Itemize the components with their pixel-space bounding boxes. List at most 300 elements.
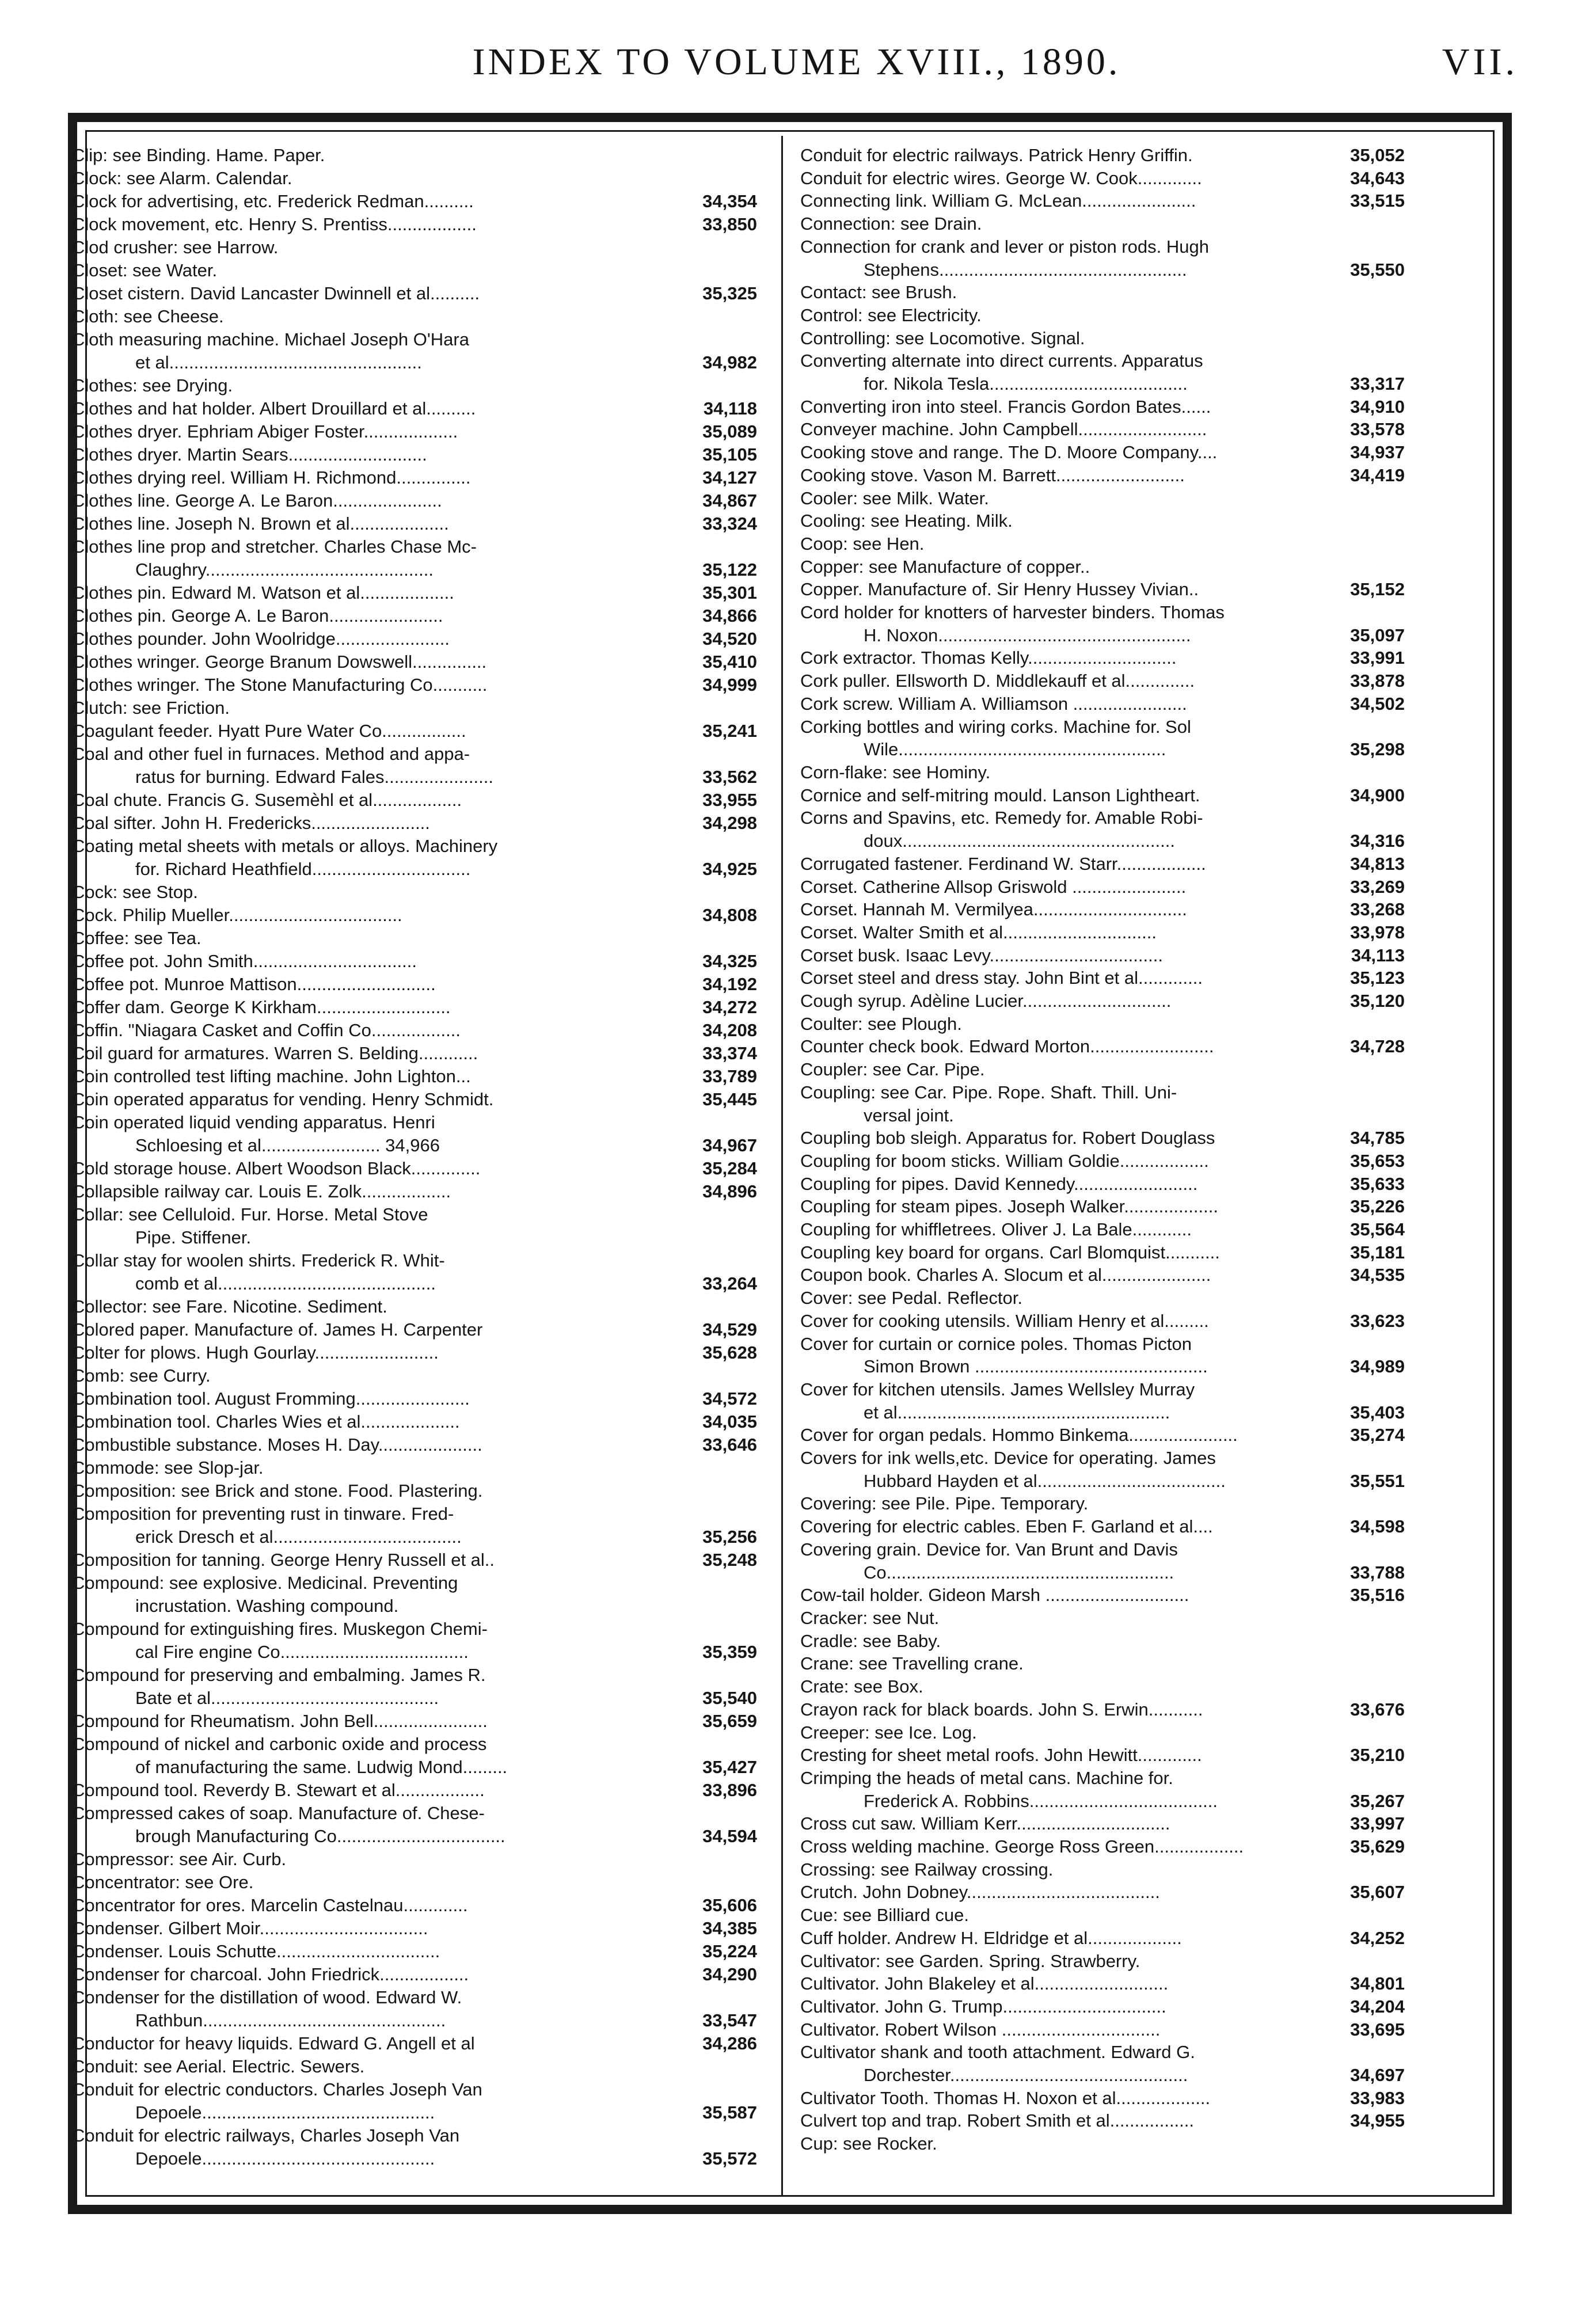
index-entry — [800, 1927, 1405, 1950]
patent-number: 35,633 — [1350, 1173, 1405, 1194]
index-entry-text: Cork puller. Ellsworth D. Middlekauff et al.............. — [800, 671, 1195, 691]
index-entry-text: doux....................................................... — [864, 831, 1175, 851]
index-entry — [72, 1825, 757, 1848]
index-entry-text: Combination tool. August Fromming....................... — [72, 1389, 470, 1409]
index-entry-text: of manufacturing the same. Ludwig Mond......... — [135, 1757, 508, 1777]
index-entry — [72, 2078, 757, 2101]
index-entry — [800, 1447, 1405, 1470]
index-entry-text: Coupon book. Charles A. Slocum et al...................... — [800, 1265, 1211, 1285]
index-entry-text: Dorchester................................................ — [864, 2065, 1188, 2086]
patent-number: 34,325 — [702, 951, 757, 971]
index-entry-text: Control: see Electricity. — [800, 305, 982, 325]
patent-number: 33,515 — [1350, 191, 1405, 211]
index-entry — [800, 304, 1405, 327]
patent-number: 34,298 — [702, 813, 757, 833]
index-entry-text: Clothes: see Drying. — [72, 375, 233, 395]
index-entry — [800, 1150, 1405, 1173]
index-entry — [72, 1157, 757, 1180]
index-entry — [800, 1561, 1405, 1584]
index-entry — [72, 1664, 757, 1687]
index-entry-text: Covering grain. Device for. Van Brunt and Davis — [800, 1539, 1178, 1560]
index-entry-text: Converting iron into steel. Francis Gordon Bates...... — [800, 396, 1211, 417]
index-entry-text: Compound tool. Reverdy B. Stewart et al.................. — [72, 1780, 485, 1800]
patent-number: 35,224 — [702, 1941, 757, 1961]
page-title: INDEX TO VOLUME XVIII., 1890. — [472, 41, 1121, 83]
index-entry — [800, 784, 1405, 807]
index-entry — [800, 1355, 1405, 1378]
patent-number: 33,324 — [702, 514, 757, 534]
patent-number: 35,120 — [1350, 991, 1405, 1011]
index-entry-text: Clothes pounder. John Woolridge....................... — [72, 629, 450, 649]
index-entry-text: Colter for plows. Hugh Gourlay......................... — [72, 1342, 439, 1363]
patent-number: 35,587 — [702, 2102, 757, 2123]
patent-number: 33,374 — [702, 1043, 757, 1063]
index-entry — [72, 789, 757, 812]
index-entry — [72, 1595, 757, 1618]
index-entry — [72, 236, 757, 259]
index-entry — [800, 1127, 1405, 1150]
patent-number: 34,937 — [1350, 442, 1405, 463]
patent-number: 35,122 — [702, 560, 757, 580]
index-entry-text: Cooler: see Milk. Water. — [800, 488, 989, 508]
index-entry — [72, 420, 757, 443]
index-entry-text: Corset busk. Isaac Levy................................... — [800, 945, 1163, 965]
index-entry — [800, 1904, 1405, 1927]
index-entry — [800, 372, 1405, 395]
index-entry-text: Cup: see Rocker. — [800, 2133, 937, 2154]
index-entry-text: Clothes line. Joseph N. Brown et al.................... — [72, 514, 449, 534]
patent-number: 33,850 — [702, 214, 757, 234]
patent-number: 34,598 — [1350, 1516, 1405, 1537]
patent-number: 35,274 — [1350, 1425, 1405, 1446]
index-entry — [72, 1249, 757, 1272]
index-entry — [800, 1835, 1405, 1858]
index-entry — [72, 1986, 757, 2009]
index-entry — [72, 282, 757, 305]
index-entry-text: Clothes and hat holder. Albert Drouillard et al.......... — [72, 398, 476, 419]
patent-number: 33,878 — [1350, 671, 1405, 691]
index-entry — [72, 1387, 757, 1410]
index-entry-text: Crossing: see Railway crossing. — [800, 1859, 1054, 1880]
patent-number: 34,896 — [702, 1181, 757, 1201]
index-entry-text: Coupling: see Car. Pipe. Rope. Shaft. Thill. Uni- — [800, 1082, 1177, 1102]
index-entry — [72, 512, 757, 535]
patent-number: 34,594 — [702, 1826, 757, 1846]
patent-number: 33,578 — [1350, 419, 1405, 440]
index-entry — [800, 1378, 1405, 1401]
index-entry — [72, 1756, 757, 1779]
index-entry-text: Coupling for steam pipes. Joseph Walker................... — [800, 1196, 1218, 1217]
index-entry-text: Counter check book. Edward Morton......................... — [800, 1036, 1214, 1057]
index-entry-text: Corset steel and dress stay. John Bint et al............. — [800, 968, 1203, 988]
patent-number: 34,354 — [702, 191, 757, 211]
patent-number: 33,991 — [1350, 648, 1405, 668]
index-entry — [72, 1779, 757, 1802]
patent-number: 34,290 — [702, 1964, 757, 1984]
index-entry — [72, 2009, 757, 2032]
patent-number: 34,192 — [702, 974, 757, 994]
patent-number: 33,695 — [1350, 2019, 1405, 2040]
index-entry-text: Composition for preventing rust in tinware. Fred- — [72, 1504, 454, 1524]
index-entry — [72, 2147, 757, 2170]
index-entry-text: comb et al............................................ — [135, 1273, 436, 1294]
index-entry-text: Crimping the heads of metal cans. Machine for. — [800, 1767, 1173, 1788]
index-entry — [800, 418, 1405, 441]
index-entry — [72, 1134, 757, 1157]
index-entry-text: Cold storage house. Albert Woodson Black.............. — [72, 1158, 481, 1178]
index-entry-text: Clothes pin. Edward M. Watson et al................... — [72, 583, 454, 603]
index-entry-text: Clod crusher: see Harrow. — [72, 237, 279, 257]
patent-number: 34,808 — [702, 905, 757, 925]
index-entry-text: Coal chute. Francis G. Susemèhl et al.................. — [72, 790, 462, 810]
index-entry-text: Cultivator: see Garden. Spring. Strawberry. — [800, 1950, 1140, 1971]
index-entry — [800, 1607, 1405, 1630]
index-entry-text: Coupler: see Car. Pipe. — [800, 1059, 985, 1080]
patent-number: 35,181 — [1350, 1242, 1405, 1262]
index-entry — [72, 904, 757, 927]
patent-number: 34,728 — [1350, 1036, 1405, 1057]
index-entry — [72, 927, 757, 950]
index-entry-text: Cow-tail holder. Gideon Marsh ............................. — [800, 1585, 1189, 1606]
patent-number: 34,572 — [702, 1389, 757, 1409]
index-entry — [800, 1310, 1405, 1333]
index-entry — [800, 1767, 1405, 1790]
index-entry-text: Corrugated fastener. Ferdinand W. Starr.................. — [800, 853, 1206, 874]
index-entry — [72, 1894, 757, 1917]
patent-number: 33,896 — [702, 1780, 757, 1800]
index-entry-text: Cultivator Tooth. Thomas H. Noxon et al................... — [800, 2087, 1211, 2108]
index-entry-text: Coal and other fuel in furnaces. Method and appa- — [72, 744, 470, 764]
index-entry — [800, 1812, 1405, 1835]
index-entry-text: Composition for tanning. George Henry Russell et al.. — [72, 1550, 495, 1570]
index-entry-text: Stephens.................................................. — [864, 259, 1187, 280]
index-entry — [72, 1572, 757, 1595]
index-entry — [800, 1790, 1405, 1813]
index-entry — [72, 2055, 757, 2078]
patent-number: 33,676 — [1350, 1699, 1405, 1720]
index-entry-text: Coffin. "Niagara Casket and Coffin Co.................. — [72, 1020, 461, 1040]
patent-number: 35,298 — [1350, 739, 1405, 760]
patent-number: 34,801 — [1350, 1973, 1405, 1994]
patent-number: 35,052 — [1350, 145, 1405, 165]
index-entry — [800, 693, 1405, 716]
index-entry — [800, 258, 1405, 282]
index-entry-text: Cock. Philip Mueller................................... — [72, 905, 402, 925]
patent-number: 34,866 — [702, 606, 757, 626]
patent-number: 35,551 — [1350, 1470, 1405, 1491]
index-entry — [72, 1065, 757, 1088]
patent-number: 34,989 — [1350, 1356, 1405, 1377]
index-entry-text: Claughry.............................................. — [135, 560, 434, 580]
index-entry — [72, 1456, 757, 1479]
index-entry — [800, 1881, 1405, 1904]
index-entry-text: Corns and Spavins, etc. Remedy for. Amable Robi- — [800, 808, 1203, 828]
patent-number: 35,516 — [1350, 1585, 1405, 1606]
index-entry — [800, 349, 1405, 372]
patent-number: 34,272 — [702, 997, 757, 1017]
index-entry — [72, 1019, 757, 1042]
patent-number: 33,547 — [702, 2010, 757, 2030]
index-entry — [72, 1295, 757, 1318]
patent-number: 35,629 — [1350, 1836, 1405, 1857]
index-entry — [72, 2101, 757, 2124]
patent-number: 35,572 — [702, 2148, 757, 2169]
index-entry-text: Corset. Walter Smith et al............................... — [800, 922, 1157, 942]
index-entry-text: Collar stay for woolen shirts. Frederick R. Whit- — [72, 1250, 445, 1271]
patent-number: 35,226 — [1350, 1196, 1405, 1217]
index-entry-text: Conduit: see Aerial. Electric. Sewers. — [72, 2056, 365, 2076]
index-entry-text: Commode: see Slop-jar. — [72, 1458, 264, 1478]
patent-number: 35,607 — [1350, 1882, 1405, 1903]
index-entry — [72, 1526, 757, 1549]
patent-number: 34,535 — [1350, 1265, 1405, 1285]
index-entry — [800, 1950, 1405, 1973]
patent-number: 33,997 — [1350, 1813, 1405, 1834]
index-entry-text: Hubbard Hayden et al...................................... — [864, 1470, 1226, 1491]
index-entry — [800, 2087, 1405, 2110]
index-entry-text: Corn-flake: see Hominy. — [800, 762, 991, 782]
patent-number: 33,317 — [1350, 374, 1405, 394]
index-entry-text: Cuff holder. Andrew H. Eldridge et al................... — [800, 1927, 1182, 1948]
index-entry — [800, 464, 1405, 487]
index-entry — [800, 578, 1405, 601]
index-entry-text: Coin operated liquid vending apparatus. Henri — [72, 1112, 435, 1132]
index-entry-text: Clock movement, etc. Henry S. Prentiss.................. — [72, 214, 477, 234]
index-entry-text: Clothes line prop and stretcher. Charles Chase Mc- — [72, 537, 477, 557]
index-entry-text: Cross welding machine. George Ross Green.................. — [800, 1836, 1244, 1857]
index-entry — [800, 1858, 1405, 1881]
patent-number: 35,267 — [1350, 1790, 1405, 1811]
index-entry — [800, 624, 1405, 647]
patent-number: 34,286 — [702, 2033, 757, 2053]
index-entry — [800, 144, 1405, 167]
index-entry — [72, 466, 757, 489]
index-entry-text: Crayon rack for black boards. John S. Erwin........... — [800, 1699, 1203, 1720]
patent-number: 35,410 — [702, 652, 757, 672]
index-entry-text: Cover: see Pedal. Reflector. — [800, 1288, 1022, 1309]
index-entry — [72, 1503, 757, 1526]
patent-number: 34,118 — [703, 398, 757, 419]
index-entry-text: Coal sifter. John H. Fredericks........................ — [72, 813, 430, 833]
patent-number: 34,982 — [702, 352, 757, 372]
index-entry — [72, 374, 757, 397]
index-entry-text: Cloth: see Cheese. — [72, 306, 224, 326]
index-entry-text: Collector: see Fare. Nicotine. Sediment. — [72, 1296, 387, 1317]
index-entry-text: Coupling bob sleigh. Apparatus for. Robert Douglass — [800, 1128, 1215, 1148]
index-entry-text: Collar: see Celluloid. Fur. Horse. Metal Stove — [72, 1204, 428, 1224]
index-entry-text: Condenser for the distillation of wood. Edward W. — [72, 1987, 462, 2007]
index-entry-text: Clock for advertising, etc. Frederick Redman.......... — [72, 191, 474, 211]
index-entry — [800, 830, 1405, 853]
patent-number: 35,089 — [702, 421, 757, 442]
index-entry — [72, 1618, 757, 1641]
index-entry — [800, 601, 1405, 624]
patent-number: 34,967 — [702, 1135, 757, 1155]
index-entry-text: Clothes dryer. Ephriam Abiger Foster................... — [72, 421, 458, 442]
index-entry-text: Coating metal sheets with metals or alloys. Machinery — [72, 836, 498, 856]
patent-number: 34,910 — [1350, 396, 1405, 417]
index-entry-text: Clock: see Alarm. Calendar. — [72, 168, 292, 188]
patent-number: 34,813 — [1350, 853, 1405, 874]
patent-number: 35,427 — [702, 1757, 757, 1777]
index-entry — [72, 2124, 757, 2147]
index-entry — [72, 397, 757, 420]
index-entry-text: Cork screw. William A. Williamson ....................... — [800, 693, 1187, 714]
index-entry — [72, 627, 757, 651]
index-entry — [800, 1058, 1405, 1081]
patent-number: 33,269 — [1350, 876, 1405, 897]
patent-number: 33,623 — [1350, 1310, 1405, 1331]
index-entry-text: Converting alternate into direct currents. Apparatus — [800, 351, 1203, 371]
patent-number: 34,785 — [1350, 1128, 1405, 1148]
index-entry — [800, 1241, 1405, 1264]
index-entry — [800, 1675, 1405, 1698]
index-entry — [72, 1549, 757, 1572]
index-entry — [72, 1042, 757, 1065]
patent-number: 33,788 — [1350, 1562, 1405, 1583]
index-entry — [800, 1584, 1405, 1607]
index-entry-text: Crane: see Travelling crane. — [800, 1653, 1024, 1674]
index-entry-text: erick Dresch et al...................................... — [135, 1527, 462, 1547]
patent-number: 34,643 — [1350, 168, 1405, 188]
patent-number: 35,152 — [1350, 579, 1405, 600]
patent-number: 34,925 — [702, 859, 757, 879]
index-entry-text: Coulter: see Plough. — [800, 1013, 962, 1034]
index-entry — [72, 1687, 757, 1710]
index-entry — [800, 807, 1405, 830]
index-entry-text: Cover for kitchen utensils. James Wellsley Murray — [800, 1379, 1195, 1399]
index-entry-text: Cover for organ pedals. Hommo Binkema...................... — [800, 1425, 1238, 1446]
index-entry-text: Covers for ink wells,etc. Device for operating. James — [800, 1448, 1216, 1469]
index-entry-text: cal Fire engine Co...................................... — [135, 1642, 469, 1662]
patent-number: 34,955 — [1350, 2110, 1405, 2131]
index-entry — [800, 876, 1405, 899]
index-entry-text: Rathbun................................................. — [135, 2010, 446, 2030]
index-entry — [72, 1963, 757, 1986]
index-entry-text: Conductor for heavy liquids. Edward G. Angell et al — [72, 2033, 475, 2053]
index-entry-text: Collapsible railway car. Louis E. Zolk.................. — [72, 1181, 451, 1201]
index-entry-text: Co.......................................................... — [864, 1562, 1174, 1583]
index-entry-text: Clothes wringer. George Branum Dowswell............... — [72, 652, 487, 672]
index-entry-text: Creeper: see Ice. Log. — [800, 1722, 977, 1743]
index-entry-text: Condenser. Gilbert Moir.................................. — [72, 1918, 428, 1938]
index-entry — [72, 1226, 757, 1249]
patent-number: 34,999 — [702, 675, 757, 695]
index-entry-text: Connection: see Drain. — [800, 214, 982, 234]
index-entry-text: Cooking stove. Vason M. Barrett.......................... — [800, 465, 1185, 485]
patent-number: 34,252 — [1350, 1927, 1405, 1948]
index-entry — [800, 1013, 1405, 1036]
index-entry-text: Pipe. Stiffener. — [135, 1227, 252, 1247]
index-entry-text: Cultivator. Robert Wilson ................................ — [800, 2019, 1161, 2040]
index-entry-text: Coin controlled test lifting machine. John Lighton... — [72, 1066, 471, 1086]
index-entry-text: Culvert top and trap. Robert Smith et al................. — [800, 2110, 1195, 2131]
patent-number: 34,204 — [1350, 1996, 1405, 2017]
index-entry — [800, 167, 1405, 190]
index-entry-text: Closet: see Water. — [72, 260, 218, 280]
index-entry-text: Conduit for electric railways. Patrick Henry Griffin. — [800, 145, 1193, 165]
index-entry — [72, 1848, 757, 1871]
index-entry-text: Comb: see Curry. — [72, 1366, 211, 1386]
patent-number: 34,520 — [702, 629, 757, 649]
index-entry — [800, 532, 1405, 556]
index-entry — [72, 1641, 757, 1664]
index-entry — [800, 509, 1405, 532]
patent-number: 35,256 — [702, 1527, 757, 1547]
index-entry-text: Concentrator: see Ore. — [72, 1872, 254, 1892]
index-entry — [72, 443, 757, 466]
index-entry — [800, 1081, 1405, 1104]
index-entry-text: Coin operated apparatus for vending. Henry Schmidt. — [72, 1089, 494, 1109]
index-entry-text: Simon Brown ............................................... — [864, 1356, 1208, 1377]
index-entry — [72, 1203, 757, 1226]
index-entry-text: Concentrator for ores. Marcelin Castelnau............. — [72, 1895, 468, 1915]
index-entry-text: Condenser. Louis Schutte................................. — [72, 1941, 440, 1961]
patent-number: 34,529 — [702, 1319, 757, 1340]
index-entry-text: Cooling: see Heating. Milk. — [800, 511, 1013, 531]
index-entry — [800, 2041, 1405, 2064]
index-entry — [800, 967, 1405, 990]
index-entry-text: Compound for Rheumatism. John Bell....................... — [72, 1711, 488, 1731]
index-entry-text: Cue: see Billiard cue. — [800, 1905, 969, 1926]
index-entry — [800, 1721, 1405, 1744]
index-entry — [72, 1410, 757, 1433]
index-entry — [72, 835, 757, 858]
index-entry — [72, 1710, 757, 1733]
patent-number: 33,264 — [702, 1273, 757, 1294]
index-entry-text: Compound of nickel and carbonic oxide and process — [72, 1734, 487, 1754]
index-entry-text: et al....................................................... — [864, 1402, 1170, 1422]
index-entry — [800, 395, 1405, 419]
index-entry — [72, 305, 757, 328]
index-entry-text: Covering for electric cables. Eben F. Garland et al.... — [800, 1516, 1213, 1537]
index-entry-text: incrustation. Washing compound. — [135, 1596, 399, 1616]
index-entry — [72, 1940, 757, 1963]
patent-number: 35,210 — [1350, 1745, 1405, 1766]
index-entry — [72, 190, 757, 213]
index-entry — [72, 351, 757, 374]
index-entry-text: Conduit for electric railways, Charles Joseph Van — [72, 2125, 460, 2146]
patent-number: 33,268 — [1350, 899, 1405, 920]
index-entry — [72, 1341, 757, 1364]
patent-number: 34,208 — [702, 1020, 757, 1040]
patent-number: 35,540 — [702, 1688, 757, 1708]
index-entry — [72, 2032, 757, 2055]
index-entry-text: Closet cistern. David Lancaster Dwinnell et al.......... — [72, 283, 480, 303]
index-entry-text: Coupling key board for organs. Carl Blomquist........... — [800, 1242, 1220, 1262]
index-column-left — [72, 144, 757, 2170]
index-entry-text: Cover for curtain or cornice poles. Thomas Picton — [800, 1333, 1192, 1354]
index-entry — [72, 1364, 757, 1387]
index-entry — [72, 1088, 757, 1111]
patent-number: 35,325 — [702, 283, 757, 303]
index-entry — [72, 144, 757, 167]
index-entry-text: brough Manufacturing Co.................................. — [135, 1826, 505, 1846]
index-entry-text: Copper. Manufacture of. Sir Henry Hussey Vivian.. — [800, 579, 1199, 600]
index-entry-text: Schloesing et al........................ 34,966 — [135, 1135, 440, 1155]
index-entry — [72, 1802, 757, 1825]
index-entry-text: Cork extractor. Thomas Kelly.............................. — [800, 648, 1177, 668]
index-entry — [800, 646, 1405, 670]
index-entry-text: Corset. Catherine Allsop Griswold ....................... — [800, 876, 1187, 897]
index-entry — [800, 853, 1405, 876]
index-entry — [800, 1401, 1405, 1424]
index-entry-text: Cooking stove and range. The D. Moore Company.... — [800, 442, 1218, 463]
index-entry-text: Coffer dam. George K Kirkham........................... — [72, 997, 451, 1017]
index-entry — [72, 812, 757, 835]
index-entry — [800, 1104, 1405, 1127]
index-entry — [72, 1318, 757, 1341]
